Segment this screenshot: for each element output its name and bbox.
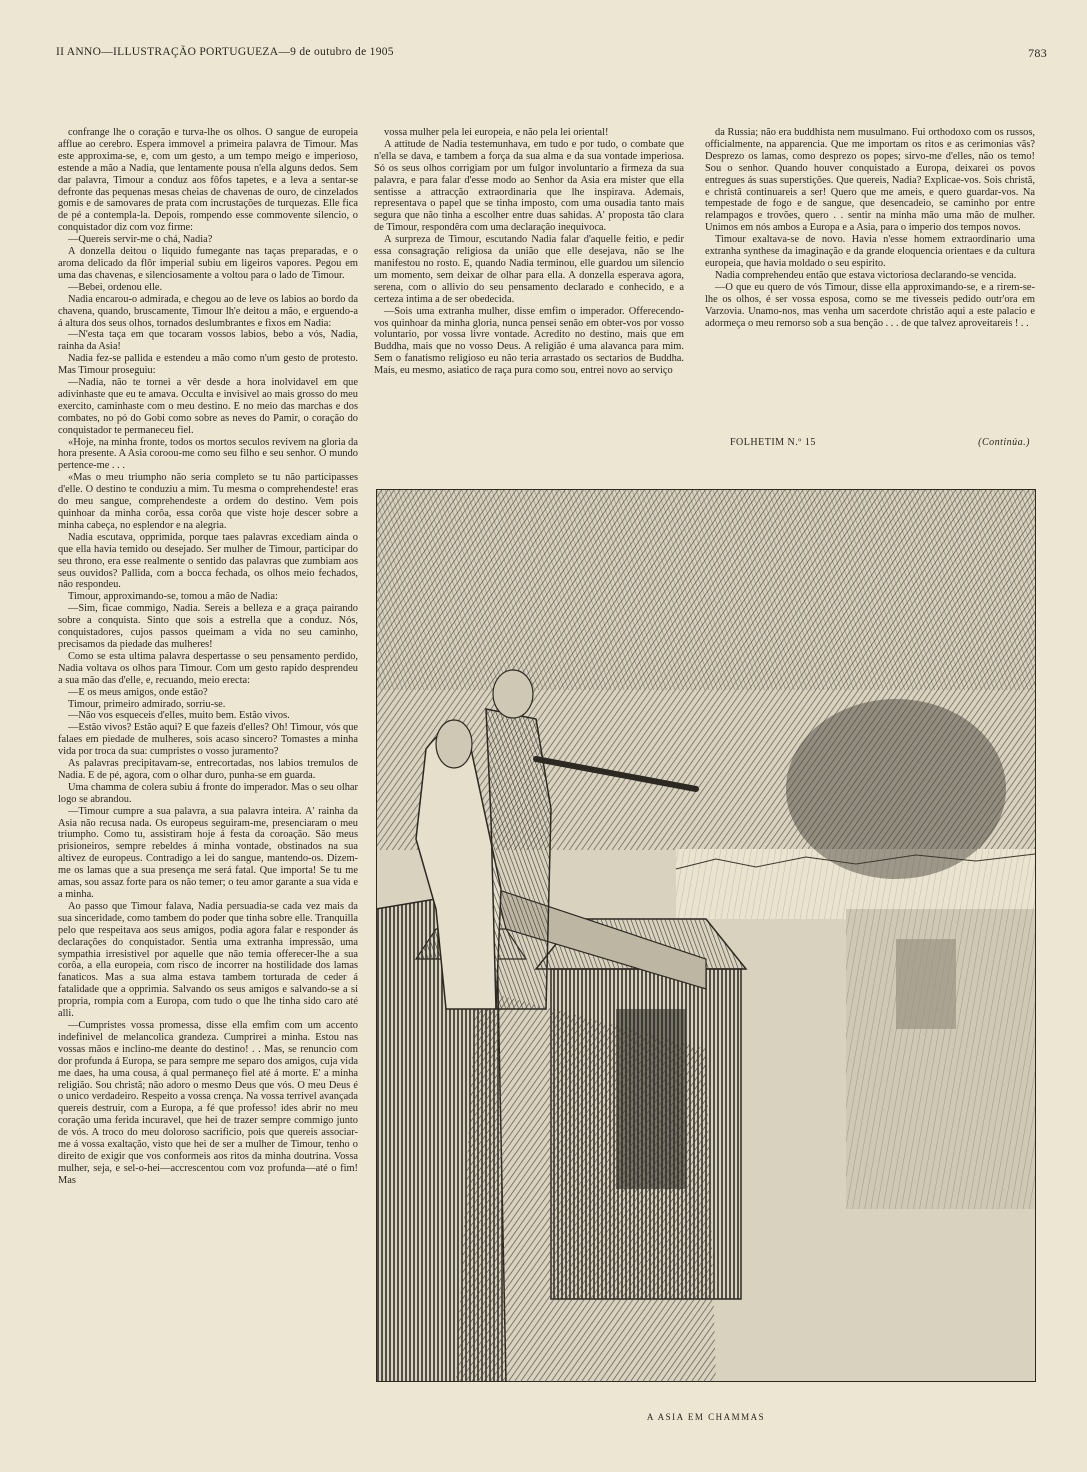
paragraph: da Russia; não era buddhista nem musulmano. Fui orthodoxo com os russos, officialmente, na apparencia. Que me importam os ritos e as cerimonias vãs? Desprezo os lamas, como desprezo os popes; sirvo-me d'elles, não os temo! Sou o senhor. Quando houver conquistado a Europa, deixarei os povos entregues ás suas superstições. Que quereis, Nadia? Explicae-vos. Sois christã, e christã continuareis a ser! Quero que me ameis, e quero guardar-vos. Na tempestade de fogo e de sangue, que desencadeio, se caminho por entre relampagos e trovões, quero . . sentir na minha mão uma mão de mulher. Unimos em nós ambos a Europa e a Asia, para o imperio dos tempos novos. — [705, 127, 1035, 234]
paragraph: Uma chamma de colera subiu á fronte do imperador. Mas o seu olhar logo se abrandou. — [58, 781, 358, 805]
paragraph: vossa mulher pela lei europeia, e não pela lei oriental! — [384, 127, 609, 138]
text-column-1 — [58, 127, 358, 1397]
continua-note: (Continúa.) — [978, 437, 1030, 448]
text-column-3 — [705, 127, 1035, 427]
paragraph: —Sois uma extranha mulher, disse emfim o imperador. Offerecendo-vos quinhoar da minha gloria, nunca pensei senão em obter-vos por vosso voluntario, por vossa livre vontade. Acredito no destino, mais que em Buddha, mais que no vosso Deus. A religião é uma alavanca para mim. Sem o fanatismo religioso eu não teria arrastado os sectarios de Buddha. Mais, eu mesmo, asiatico de raça pura como sou, entrei novo ao serviço — [374, 305, 684, 377]
paragraph: Nadia encarou-o admirada, e chegou ao de leve os labios ao bordo da chavena, quando, bruscamente, Timour lh'e deitou a mão, e erguendo-a á altura dos seus olhos, tornados deslumbrantes e fixos em Nadia: — [58, 293, 358, 329]
paragraph: Timour, primeiro admirado, sorriu-se. — [68, 698, 226, 710]
paragraph: Nadia fez-se pallida e estendeu a mão como n'um gesto de protesto. Mas Timour proseguiu: — [58, 353, 358, 377]
paragraph: confrange lhe o coração e turva-lhe os olhos. O sangue de europeia afflue ao cerebro. Espera immovel a primeira palavra de Timour. Mas este approxima-se, e, com um gesto, a um tempo meigo e imperioso, estende a mão a Nadia, que lentamente pousa n'ella alguns dedos. Sem dar palavra, Timour a conduz aos fôfos tapetes, e a leva a sentar-se defronte das pequenas mesas cheias de chavenas de ouro, de cinzelados gomis e de samovares de prata com incrustações de turquezas. Elle fica de pé a contempla-la. Depois, rompendo esse commovente silencio, o conquistador diz com voz firme: — [58, 127, 358, 234]
illustration — [376, 489, 1036, 1382]
paragraph: Como se esta ultima palavra despertasse o seu pensamento perdido, Nadia voltava os olhos para Timour. Com um gesto rapido desprendeu a sua mão das d'elle, e, recuando, meio erecta: — [58, 650, 358, 686]
paragraph: —Nadia, não te tornei a vêr desde a hora inolvidavel em que adivinhaste que eu te amava. Occulta e invisivel ao mais grosso do meu exercito, caminhaste com o meu destino. E no meio das marchas e dos combates, no pó do Gobi como sobre as neves do Pamir, o coração do conquistador te permaneceu fiel. — [58, 377, 358, 436]
paragraph: —N'esta taça em que tocaram vossos labios, bebo a vós, Nadia, rainha da Asia! — [58, 329, 358, 353]
running-header — [56, 46, 1047, 66]
folhetim-label: FOLHETIM N.º 15 — [730, 437, 816, 448]
paragraph: As palavras precipitavam-se, entrecortadas, nos labios tremulos de Nadia. E de pé, agora, com o olhar duro, punha-se em guarda. — [58, 758, 358, 781]
paragraph: A attitude de Nadia testemunhava, em tudo e por tudo, o combate que n'ella se dava, e tambem a força da sua alma e da sua vontade imperiosa. Só os seus olhos corrigiam por um fulgor involuntario a firmeza da sua palavra, e para falar d'esse modo ao Senhor da Asia era mister que ella sentisse a attracção extraordinaria que lhe inspirava. Ademais, representava o papel que se tinha imposto, com uma ousadia tanto mais segura que não tinha a escolher entre duas sahidas. A' proposta tão clara de Timour, respondêra com uma declaração inequivoca. — [374, 138, 684, 234]
paragraph: —O que eu quero de vós Timour, disse ella approximando-se, e a rirem-se-lhe os olhos, é ser vossa esposa, como se me tivesseis pedido outr'ora em Varzovia. Unamo-nos, mas venha um sacerdote christão aqui a este palacio e adormeça o meu remorso sob a sua benção . . . de que talvez aproveitareis ! . . — [705, 281, 1035, 329]
paragraph: A surpreza de Timour, escutando Nadia falar d'aquelle feitio, e pedir essa consagração religiosa da união que elle desejava, não se lhe manifestou no rosto. E, quando Nadia terminou, elle guardou um silencio um momento, sem deixar de olhar para ella. A donzella esperava agora, serena, com o allivio do seu pensamento declarado e conhecido, e a certeza intima a de ser obedecida. — [374, 234, 684, 305]
running-head-title: II ANNO—ILLUSTRAÇÃO PORTUGUEZA—9 de outubro de 1905 — [56, 46, 394, 58]
paragraph: —Cumpristes vossa promessa, disse ella emfim com um accento indefinivel de melancolica grandeza. Cumprirei a minha. Estou nas vossas mãos e inclino-me deante do destino! . . Mas, se renuncio com dor profunda á Europa, se para sempre me separo dos amigos, cuja vida me daes, ha uma cousa, á qual permaneço fiel até á morte. E' a minha religião. Sou christã; não adoro o mesmo Deus que vós. O meu Deus é o unico verdadeiro. Respeito a vossa crença. Na vossa terrivel avançada quereis destruir, com a Europa, a fé que professo! ides abrir no meu coração uma ferida incuravel, que hei de trazer sempre commigo junto de vós. A troco do meu doloroso sacrificio, pois que quereis associar-me á vossa exaltação, visto que hei de ser a mulher de Timour, tenho o direito de exigir que vos conformeis aos ritos da minha doutrina. Vossa mulher, seja, e sel-o-hei—accrescentou com voz profunda—até o fim! Mas — [58, 1019, 358, 1186]
paragraph: Timour, approximando-se, tomou a mão de Nadia: — [68, 591, 278, 603]
paragraph: Ao passo que Timour falava, Nadia persuadia-se cada vez mais da sua sinceridade, como tambem do poder que tinha sobre elle. Tranquilla pelo que respeitava aos seus amigos, podia agora falar e responder ás declarações do conquistador. Sentia uma extranha impressão, uma sympathia irresistivel por aquelle que não temia offerecer-lhe a sua corôa, a ella europeia, com risco de incorrer na hostilidade dos lamas fanaticos. Mas a sua alma estava tambem torturada de ceder á fatalidade que a opprimia. Salvando os seus amigos e salvando-se a si propria, rompia com a Europa, com tudo o que lhe tinha sido caro até alli. — [58, 900, 358, 1020]
paragraph: «Hoje, na minha fronte, todos os mortos seculos revivem na gloria da hora presente. A Asia coroou-me como seu filho e seu senhor. O mundo pertence-me . . . — [58, 436, 358, 472]
page-number: 783 — [1028, 46, 1047, 60]
paragraph: Nadia escutava, opprimida, porque taes palavras excediam ainda o que ella havia temido ou desejado. Ser mulher de Timour, participar do seu throno, era esse realmente o sentido das palavras que zumbiam aos seus ouvidos? Pallida, com a bocca fechada, os olhos meio fechados, não respondeu. — [58, 531, 358, 591]
paragraph: —Sim, ficae commigo, Nadia. Sereis a belleza e a graça pairando sobre a conquista. Sinto que sois a estrella que a conduz. Nós, conquistadores, cujos passos queimam a vida no seu caminho, precisamos da piedade das mulheres! — [58, 603, 358, 650]
paragraph: —Quereis servir-me o chá, Nadia? — [68, 234, 213, 246]
paragraph: —E os meus amigos, onde estão? — [68, 686, 208, 698]
paragraph: —Timour cumpre a sua palavra, a sua palavra inteira. A' rainha da Asia não recusa nada. Os europeus seguiram-me, presenciaram o meu triumpho. Como tu, assistiram hoje á festa da coroação. São meus prisioneiros, sempre rebeldes á minha vontade, obstinados na sua altivez de europeus. Contradigo a lei do sangue, mantendo-os. Dizem-me os lamas que a sua presença me será fatal. Que importa! Se tu me amas, sou assaz forte para os não temer; o teu amor garante a sua vida e a minha. — [58, 805, 358, 900]
paragraph: —Não vos esqueceis d'elles, muito bem. Estão vivos. — [68, 710, 290, 722]
paragraph: A donzella deitou o liquido fumegante nas taças preparadas, e o aroma delicado da flôr imperial subiu em ligeiros vapores. Pegou em uma das chavenas, e silenciosamente a voltou para o lado de Timour. — [58, 246, 358, 281]
engraving-artwork — [376, 489, 1036, 1382]
illustration-caption: A ASIA EM CHAMMAS — [646, 1412, 766, 1422]
text-column-2 — [374, 127, 684, 467]
paragraph: —Bebei, ordenou elle. — [68, 281, 163, 293]
paragraph: —Estão vivos? Estão aqui? E que fazeis d'elles? Oh! Timour, vós que falaes em piedade de mulheres, sois acaso sincero? Tomastes a minha vida por troca da sua: cumpristes o vosso juramento? — [58, 722, 358, 758]
folhetim-footer — [730, 437, 1030, 448]
paragraph: Nadia comprehendeu então que estava victoriosa declarando-se vencida. — [715, 269, 1017, 281]
paragraph: Timour exaltava-se de novo. Havia n'esse homem extraordinario uma extranha synthese da imaginação e da grande eloquencia orientaes e da cultura europeia, que havia moldado o seu espirito. — [705, 234, 1035, 269]
paragraph: «Mas o meu triumpho não seria completo se tu não participasses d'elle. O destino te conduziu a mim. Tu mesma o comprehendeste! eras do meu sangue, comprehendeste a ordem do destino. Vem pois quinhoar da minha corôa, essa corôa que viste hoje descer sobre a minha cabeça, no esplendor e na alegria. — [58, 472, 358, 531]
